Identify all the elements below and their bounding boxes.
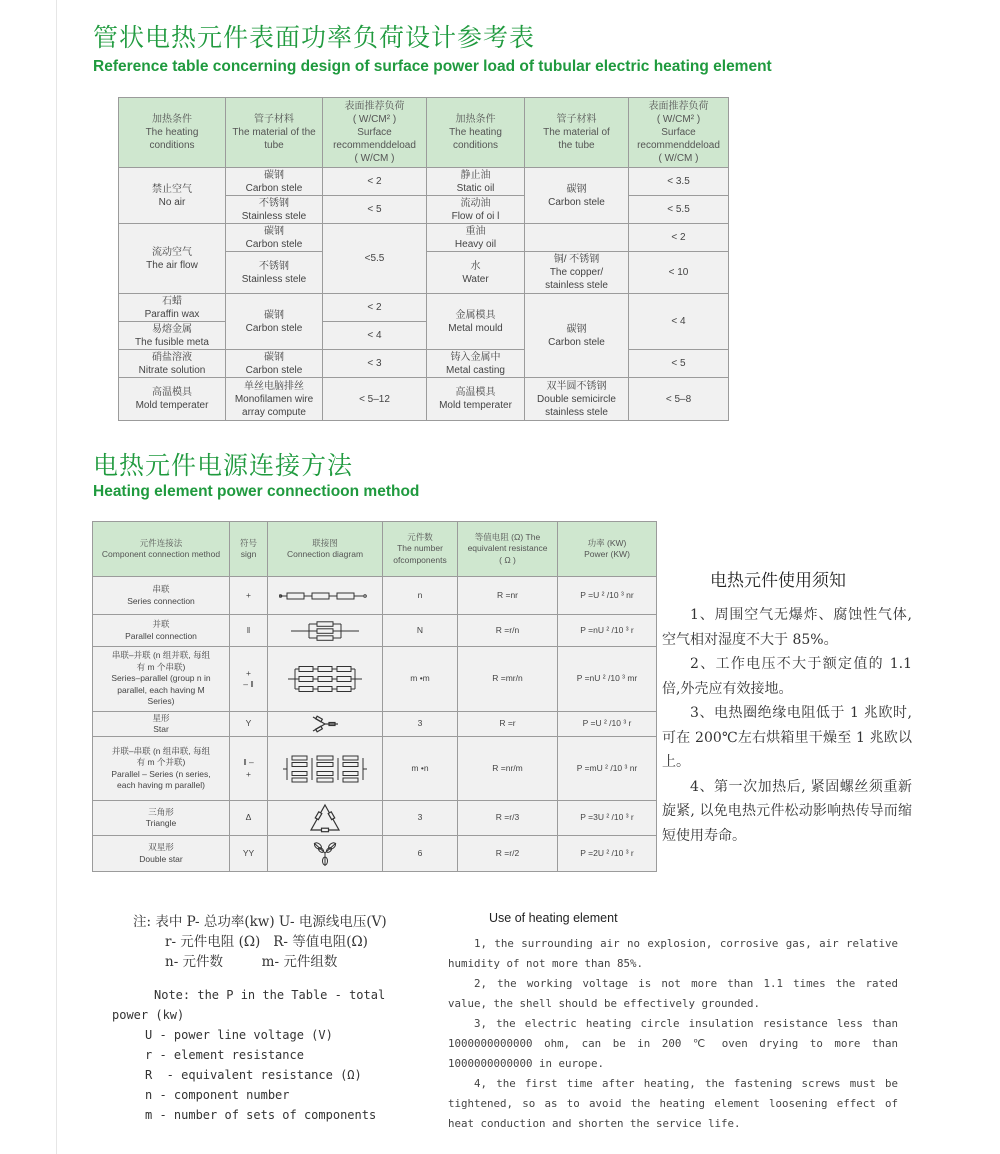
cell-material-blank <box>525 224 629 252</box>
cell-power: P =3U ² /10 ³ r <box>558 801 657 836</box>
header-sign: 符号 sign <box>230 522 268 577</box>
cell-load: < 5.5 <box>629 196 729 224</box>
header-heating-conditions: 加热条件 The heating conditions <box>119 98 226 168</box>
double-star-diagram <box>268 836 383 872</box>
parallel-series-diagram <box>268 737 383 801</box>
cell-mold: 高温模具 Mold temperater <box>119 378 226 421</box>
cell-load: < 5 <box>323 196 427 224</box>
cell-material: 碳钢 Carbon stele <box>226 350 323 378</box>
note-line: r- 元件电阻 (Ω) R- 等值电阻(Ω) <box>165 934 368 950</box>
series-diagram <box>268 577 383 615</box>
series-parallel-diagram-icon <box>287 665 363 693</box>
cell-double-star: 双星形 Double star <box>93 836 230 872</box>
use-of-heating-element-list <box>448 934 898 1134</box>
series-diagram-icon <box>279 589 371 603</box>
note-line: n- 元件数 m- 元件组数 <box>165 954 338 970</box>
cell-load: < 5 <box>629 350 729 378</box>
notice-item: 2、工作电压不大于额定值的 1.1 倍,外壳应有效接地。 <box>662 656 912 697</box>
left-margin-rule <box>56 0 57 1154</box>
cell-number: n <box>383 577 458 615</box>
parallel-series-diagram-icon <box>282 754 368 784</box>
use-item: 3, the electric heating circle insulation resistance less than 1000000000000 ohm, can be in 200 ℃ oven drying to more than 1000000000000 in europe. <box>448 1017 898 1070</box>
header-method: 元件连接法 Component connection method <box>93 522 230 577</box>
triangle-diagram-icon <box>309 803 341 833</box>
connection-title-en: Heating element power connectioon method <box>93 483 420 500</box>
cell-air-flow: 流动空气 The air flow <box>119 224 226 294</box>
cell-load: < 5–12 <box>323 378 427 421</box>
cell-number: 3 <box>383 801 458 836</box>
cell-load: < 5–8 <box>629 378 729 421</box>
table-row <box>93 737 657 801</box>
star-diagram <box>268 712 383 737</box>
note-line: Note: the P in the Table - total <box>154 988 386 1002</box>
cell-parallel: 并联 Parallel connection <box>93 615 230 647</box>
note-line: r - element resistance <box>145 1048 304 1062</box>
table-row <box>93 836 657 872</box>
cell-load: < 2 <box>323 168 427 196</box>
header-tube-material-2: 管子材料 The material of the tube <box>525 98 629 168</box>
table-row <box>119 294 729 322</box>
cell-load: < 2 <box>323 294 427 322</box>
header-tube-material: 管子材料 The material of the tube <box>226 98 323 168</box>
table-row <box>93 577 657 615</box>
cell-sign: ‖ – + <box>230 737 268 801</box>
note-line: U - power line voltage (V) <box>145 1028 333 1042</box>
usage-notice-title: 电热元件使用须知 <box>710 571 846 591</box>
table-row <box>119 168 729 196</box>
cell-resistance: R =r/n <box>458 615 558 647</box>
cell-sign: + <box>230 577 268 615</box>
cell-power: P =nU ² /10 ³ r <box>558 615 657 647</box>
triangle-diagram <box>268 801 383 836</box>
header-number: 元件数 The number ofcomponents <box>383 522 458 577</box>
table-row <box>119 224 729 252</box>
cell-power: P =U ² /10 ³ r <box>558 712 657 737</box>
cell-heavy-oil: 重油 Heavy oil <box>427 224 525 252</box>
cell-sign: YY <box>230 836 268 872</box>
note-line: power (kw) <box>112 1008 185 1022</box>
parallel-diagram <box>268 615 383 647</box>
double-star-diagram-icon <box>311 839 339 869</box>
note-line: 注: 表中 P- 总功率(kw) U- 电源线电压(V) <box>133 914 387 930</box>
table-row <box>93 712 657 737</box>
table-header-row <box>119 98 729 168</box>
cell-star: 星形 Star <box>93 712 230 737</box>
cell-material: 铜/ 不锈钢 The copper/ stainless stele <box>525 252 629 294</box>
notice-item: 3、电热圈绝缘电阻低于 1 兆欧时, 可在 200℃左右烘箱里干燥至 1 兆欧以上。 <box>662 705 912 770</box>
table-row <box>119 350 729 378</box>
cell-sign: ‖ <box>230 615 268 647</box>
notice-item: 4、第一次加热后, 紧固螺丝须重新旋紧, 以免电热元件松动影响热传导而缩短使用寿命。 <box>662 778 912 844</box>
cell-water: 水 Water <box>427 252 525 294</box>
cell-sign: Δ <box>230 801 268 836</box>
cell-series: 串联 Series connection <box>93 577 230 615</box>
parallel-diagram-icon <box>289 621 361 641</box>
header-resistance: 等值电阻 (Ω) The equivalent resistance ( Ω ) <box>458 522 558 577</box>
header-surface-load-2: 表面推荐负荷 ( W/CM² ) Surface recommenddeload ( W/CM ) <box>629 98 729 168</box>
use-item: 1, the surrounding air no explosion, corrosive gas, air relative humidity of not more than 85%. <box>448 937 898 970</box>
cell-material: 不锈钢 Stainless stele <box>226 252 323 294</box>
cell-metal-casting: 铸入金属中 Metal casting <box>427 350 525 378</box>
connection-title-cn: 电热元件电源连接方法 <box>93 451 354 480</box>
cell-no-air: 禁止空气 No air <box>119 168 226 224</box>
cell-material: 碳钢 Carbon stele <box>525 168 629 224</box>
cell-resistance: R =r <box>458 712 558 737</box>
cell-number: 6 <box>383 836 458 872</box>
usage-notice-list <box>662 603 912 848</box>
header-power: 功率 (KW) Power (KW) <box>558 522 657 577</box>
cell-material: 单丝电脑排丝 Monofilamen wire array compute <box>226 378 323 421</box>
cell-load: < 10 <box>629 252 729 294</box>
header-diagram: 联接图 Connection diagram <box>268 522 383 577</box>
cell-metal-mould: 金属模具 Metal mould <box>427 294 525 350</box>
note-line: n - component number <box>145 1088 290 1102</box>
cell-mold: 高温模具 Mold temperater <box>427 378 525 421</box>
table-row <box>93 801 657 836</box>
cell-paraffin: 石蜡 Paraffin wax <box>119 294 226 322</box>
cell-flow-oil: 流动油 Flow of oi l <box>427 196 525 224</box>
cell-resistance: R =r/2 <box>458 836 558 872</box>
note-line: m - number of sets of components <box>145 1108 377 1122</box>
cell-power: P =2U ² /10 ³ r <box>558 836 657 872</box>
cell-load: < 4 <box>323 322 427 350</box>
cell-power: P =mU ² /10 ³ nr <box>558 737 657 801</box>
table-row <box>93 647 657 712</box>
cell-material: 碳钢 Carbon stele <box>226 168 323 196</box>
cell-number: 3 <box>383 712 458 737</box>
cell-triangle: 三角形 Triangle <box>93 801 230 836</box>
cell-series-parallel: 串联–并联 (n 组并联, 每组 有 m 个串联) Series–parallel (group n in parallel, each having M Series) <box>93 647 230 712</box>
surface-load-table <box>118 97 729 421</box>
header-heating-conditions-2: 加热条件 The heating conditions <box>427 98 525 168</box>
cell-power: P =nU ² /10 ³ mr <box>558 647 657 712</box>
cell-load: < 3.5 <box>629 168 729 196</box>
table-header-row <box>93 522 657 577</box>
surface-load-title-cn: 管状电热元件表面功率负荷设计参考表 <box>93 23 536 52</box>
surface-load-title-en: Reference table concerning design of surface power load of tubular electric heating element <box>93 58 772 75</box>
cell-number: N <box>383 615 458 647</box>
table-row <box>93 615 657 647</box>
cell-resistance: R =mr/n <box>458 647 558 712</box>
cell-resistance: R =r/3 <box>458 801 558 836</box>
cell-material: 碳钢 Carbon stele <box>226 294 323 350</box>
header-surface-load: 表面推荐负荷 ( W/CM² ) Surface recommenddeload ( W/CM ) <box>323 98 427 168</box>
cell-number: m •m <box>383 647 458 712</box>
cell-load: < 4 <box>629 294 729 350</box>
cell-load: < 3 <box>323 350 427 378</box>
cell-resistance: R =nr/m <box>458 737 558 801</box>
cell-fusible-metal: 易熔金属 The fusible meta <box>119 322 226 350</box>
cell-number: m •n <box>383 737 458 801</box>
note-line: R - equivalent resistance (Ω) <box>145 1068 362 1082</box>
cell-material: 碳钢 Carbon stele <box>226 224 323 252</box>
cell-parallel-series: 并联–串联 (n 组串联, 每组 有 m 个并联) Parallel – Series (n series, each having m parallel) <box>93 737 230 801</box>
cell-sign: Y <box>230 712 268 737</box>
series-parallel-diagram <box>268 647 383 712</box>
cell-sign: + – ‖ <box>230 647 268 712</box>
use-item: 4, the first time after heating, the fastening screws must be tightened, so as to avoid the heating element loosening effect of heat conduction and shorten the service life. <box>448 1077 898 1130</box>
cell-power: P =U ² /10 ³ nr <box>558 577 657 615</box>
cell-load: <5.5 <box>323 224 427 294</box>
table-row <box>119 378 729 421</box>
connection-method-table <box>92 521 657 872</box>
use-of-heating-element-title: Use of heating element <box>489 911 618 925</box>
cell-material: 双半圆不锈钢 Double semicircle stainless stele <box>525 378 629 421</box>
cell-load: < 2 <box>629 224 729 252</box>
star-diagram-icon <box>310 714 340 734</box>
table-notes-en <box>112 985 385 1125</box>
cell-nitrate: 硝盐溶液 Nitrate solution <box>119 350 226 378</box>
cell-material: 碳钢 Carbon stele <box>525 294 629 378</box>
cell-resistance: R =nr <box>458 577 558 615</box>
use-item: 2, the working voltage is not more than 1.1 times the rated value, the shell should be effectively grounded. <box>448 977 898 1010</box>
table-notes-cn <box>133 912 387 972</box>
notice-item: 1、周围空气无爆炸、腐蚀性气体,空气相对湿度不大于 85%。 <box>662 607 912 648</box>
cell-material: 不锈钢 Stainless stele <box>226 196 323 224</box>
cell-static-oil: 静止油 Static oil <box>427 168 525 196</box>
